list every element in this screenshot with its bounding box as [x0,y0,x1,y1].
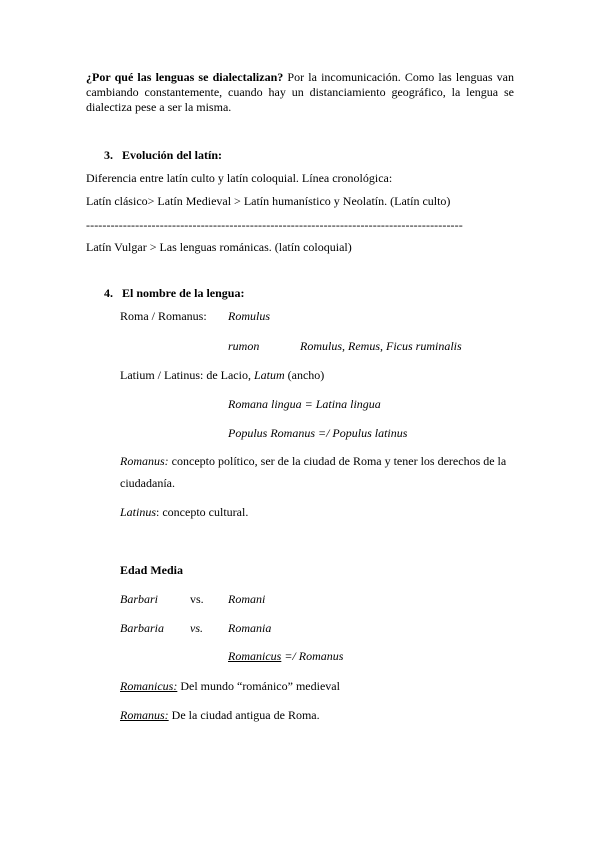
intro-line-3: dialectiza pese a ser la misma. [86,100,232,114]
section-4-number: 4. [104,286,113,300]
intro-answer: Por la incomunicación. Como las lenguas van [287,70,515,84]
latium-line [120,368,324,383]
romanicus-term: Romanicus: [120,679,178,693]
romanicus-definition [120,679,340,694]
section-3-separator: -------------------------------------------------------------------------------------------- [86,218,463,232]
section-3-line-1: Diferencia entre latín culto y latín coloquial. Línea cronológica: [86,171,393,185]
vs-2: vs. [190,621,203,635]
section-4-title: El nombre de la lengua: [122,286,245,300]
vs-1: vs. [190,592,204,606]
populus-romanus: Populus Romanus =/ Populus latinus [228,426,408,440]
romanus-ancient-term: Romanus: [120,708,169,722]
neq-romanus: =/ Romanus [284,649,344,663]
latinus-definition [120,505,248,520]
intro-line-1 [86,70,514,85]
intro-line-2: cambiando constantemente, cuando hay un distanciamiento geográfico, la lengua se [86,85,514,99]
section-3-line-2: Latín clásico> Latín Medieval > Latín humanístico y Neolatín. (Latín culto) [86,194,451,208]
roma-label: Roma / Romanus: [120,309,207,323]
rumon-term: rumon [228,339,260,353]
section-3-title: Evolución del latín: [122,148,223,162]
romanus-definition-line-2: ciudadanía. [120,476,175,490]
romani-term: Romani [228,592,266,606]
intro-paragraph [86,70,514,115]
barbaria-term: Barbaria [120,621,165,635]
latum-term: Latum [253,368,285,382]
barbari-term: Barbari [120,592,159,606]
romulus-term: Romulus [228,309,270,323]
romanus-term: Romanus: [120,454,169,468]
latinus-term: Latinus [120,505,157,519]
edad-media-title: Edad Media [120,563,184,577]
romanus-definition-line-1 [120,454,506,469]
romanus-def-1: concepto político, ser de la ciudad de Roma y tener los derechos de la [171,454,507,468]
latinus-def: : concepto cultural. [156,505,249,519]
section-3-number: 3. [104,148,113,162]
ancho-gloss: (ancho) [287,368,325,382]
romana-lingua: Romana lingua = Latina lingua [228,397,381,411]
romulus-list: Romulus, Remus, Ficus ruminalis [300,339,462,353]
romanicus-vs-romanus [228,649,343,664]
romanus-ancient-definition [120,708,320,723]
romanicus-underlined: Romanicus [228,649,282,663]
romanus-ancient-def: De la ciudad antigua de Roma. [168,708,320,722]
section-3-line-3: Latín Vulgar > Las lenguas románicas. (latín coloquial) [86,240,352,254]
latium-prefix: Latium / Latinus: de Lacio, [120,368,251,382]
romanicus-def: Del mundo “románico” medieval [177,679,340,693]
romania-term: Romania [228,621,272,635]
intro-question: ¿Por qué las lenguas se dialectalizan? [86,70,284,84]
